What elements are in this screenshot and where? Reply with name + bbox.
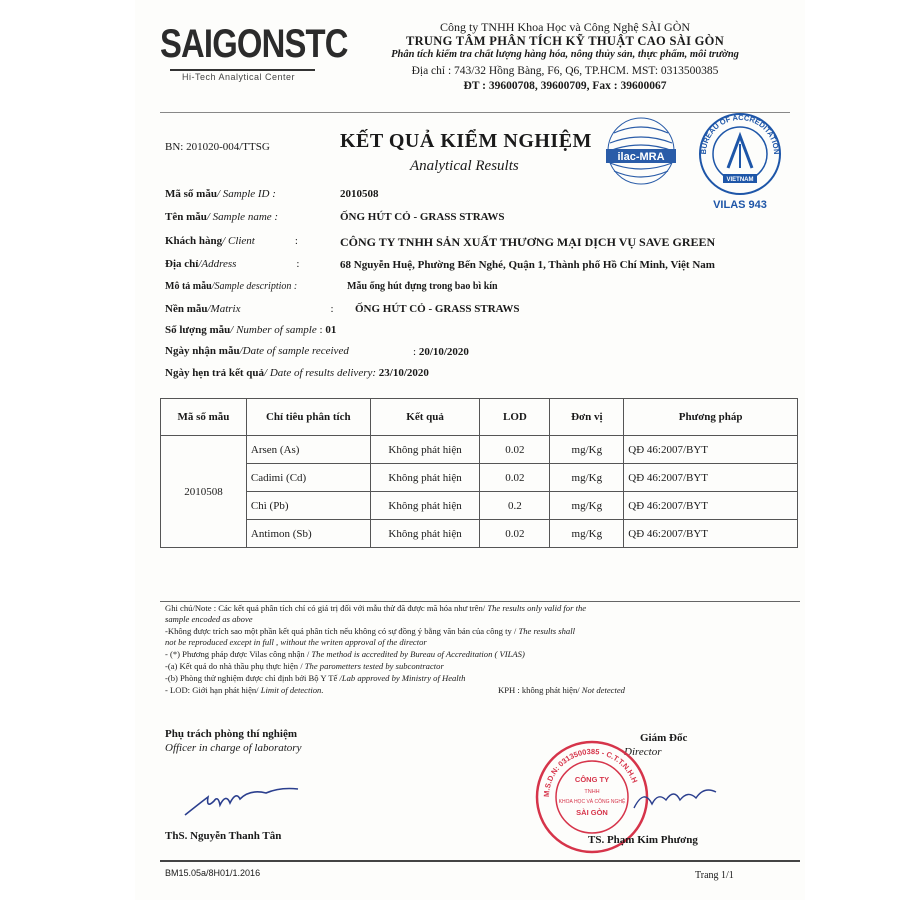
received-date-value: : 20/10/2020 xyxy=(413,346,469,358)
vilas-code: VILAS 943 xyxy=(713,199,767,210)
param-cell: Antimon (Sb) xyxy=(246,520,370,548)
table-row xyxy=(161,520,798,548)
lab-officer-title-en: Officer in charge of laboratory xyxy=(165,742,302,754)
method-cell: QĐ 46:2007/BYT xyxy=(624,464,798,492)
header-result: Kết quả xyxy=(370,399,480,436)
logo-subtitle: Hi-Tech Analytical Center xyxy=(182,72,296,82)
svg-text:CÔNG TY: CÔNG TY xyxy=(574,775,610,784)
logo-underline xyxy=(170,69,315,71)
unit-cell: mg/Kg xyxy=(550,492,624,520)
client-value: CÔNG TY TNHH SẢN XUẤT THƯƠNG MẠI DỊCH VỤ SAVE GREEN xyxy=(340,235,716,249)
sample-id-label: Mã số mẫu/ Sample ID : xyxy=(165,188,276,200)
ilac-mra-logo xyxy=(604,113,678,189)
note-line-1b: sample encoded as above xyxy=(165,614,253,624)
table-row xyxy=(161,492,798,520)
header-unit: Đơn vị xyxy=(550,399,624,436)
note-kph: KPH : không phát hiện/ Not detected xyxy=(498,685,625,695)
address-value: 68 Nguyễn Huệ, Phường Bến Nghé, Quận 1, Thành phố Hồ Chí Minh, Việt Nam xyxy=(340,259,715,271)
lod-cell: 0.2 xyxy=(480,492,550,520)
batch-number: BN: 201020-004/TTSG xyxy=(165,141,270,153)
sample-code-cell: 2010508 xyxy=(161,436,247,548)
center-name: TRUNG TÂM PHÂN TÍCH KỸ THUẬT CAO SÀI GÒN xyxy=(405,34,725,48)
director-title-en: Director xyxy=(624,746,662,758)
director-name: TS. Phạm Kim Phương xyxy=(588,834,698,846)
svg-text:TNHH: TNHH xyxy=(584,789,600,795)
result-cell: Không phát hiện xyxy=(370,520,480,548)
param-cell: Arsen (As) xyxy=(246,436,370,464)
table-row xyxy=(161,436,798,464)
document-subtitle: Analytical Results xyxy=(410,158,519,174)
matrix-value: ỐNG HÚT CỎ - GRASS STRAWS xyxy=(355,303,520,315)
director-signature xyxy=(630,778,720,818)
address-label: Địa chỉ/Address : xyxy=(165,258,300,270)
company-name: Công ty TNHH Khoa Học và Công Nghệ SÀI GÒN xyxy=(439,20,691,34)
description-value: Mẫu ống hút đựng trong bao bì kín xyxy=(347,281,498,292)
company-phone: ĐT : 39600708, 39600709, Fax : 39600067 xyxy=(463,80,667,92)
svg-text:KHOA HỌC VÀ CÔNG NGHỆ: KHOA HỌC VÀ CÔNG NGHỆ xyxy=(558,799,626,805)
result-cell: Không phát hiện xyxy=(370,492,480,520)
page-number: Trang 1/1 xyxy=(695,870,734,881)
note-line-2b: not be reproduced except in full , without the writen approval of the director xyxy=(165,637,427,647)
ilac-label: ilac-MRA xyxy=(617,151,665,163)
matrix-label: Nền mẫu/Matrix : xyxy=(165,303,334,315)
delivery-date-label: Ngày hẹn trả kết quả/ Date of results delivery: 23/10/2020 xyxy=(165,367,429,379)
lab-officer-name: ThS. Nguyễn Thanh Tân xyxy=(165,830,282,842)
company-logo-text: SAIGONSTC xyxy=(160,22,348,66)
note-line-6: - LOD: Giới hạn phát hiện/ Limit of detection. xyxy=(165,685,324,695)
method-cell: QĐ 46:2007/BYT xyxy=(624,436,798,464)
lod-cell: 0.02 xyxy=(480,464,550,492)
lod-cell: 0.02 xyxy=(480,520,550,548)
header-method: Phương pháp xyxy=(624,399,798,436)
form-code: BM15.05a/8H01/1.2016 xyxy=(165,868,261,878)
method-cell: QĐ 46:2007/BYT xyxy=(624,492,798,520)
sample-count-label: Số lượng mẫu/ Number of sample : 01 xyxy=(165,324,337,336)
received-date-label: Ngày nhận mẫu/Date of sample received xyxy=(165,345,349,357)
result-cell: Không phát hiện xyxy=(370,436,480,464)
sample-name-value: ỐNG HÚT CỎ - GRASS STRAWS xyxy=(340,211,505,223)
header-parameter: Chỉ tiêu phân tích xyxy=(246,399,370,436)
result-cell: Không phát hiện xyxy=(370,464,480,492)
center-tagline: Phân tích kiểm tra chất lượng hàng hóa, nông thủy sản, thực phẩm, môi trường xyxy=(391,49,739,60)
stamp-id-text: M.S.D.N: 0313500385 - C.T.T.N.H.H xyxy=(541,746,640,798)
vilas-arc-text: BUREAU OF ACCREDITATION xyxy=(698,112,782,155)
header-sample-code: Mã số mẫu xyxy=(161,399,247,436)
note-line-2: -Không được trích sao một phần kết quả phân tích nếu không có sự đồng ý bằng văn bản của công ty / The results shall xyxy=(165,626,575,636)
unit-cell: mg/Kg xyxy=(550,464,624,492)
lod-cell: 0.02 xyxy=(480,436,550,464)
results-table xyxy=(160,398,798,548)
note-line-3: - (*) Phương pháp được Vilas công nhận / The method is accredited by Bureau of Accreditation ( VILAS) xyxy=(165,649,525,659)
unit-cell: mg/Kg xyxy=(550,436,624,464)
lab-officer-signature xyxy=(180,775,320,825)
param-cell: Chì (Pb) xyxy=(246,492,370,520)
client-label: Khách hàng/ Client : xyxy=(165,235,298,247)
vilas-accreditation-logo xyxy=(692,110,788,210)
method-cell: QĐ 46:2007/BYT xyxy=(624,520,798,548)
description-label: Mô tả mẫu/Sample description : xyxy=(165,281,298,292)
vilas-country: VIETNAM xyxy=(726,177,754,183)
footer-divider xyxy=(160,860,800,862)
notes-divider xyxy=(160,601,800,602)
unit-cell: mg/Kg xyxy=(550,520,624,548)
sample-id-value: 2010508 xyxy=(340,188,379,200)
note-line-5: -(b) Phòng thử nghiệm được chỉ định bởi Bộ Y Tế /Lab approved by Ministry of Health xyxy=(165,673,466,683)
table-row xyxy=(161,464,798,492)
director-title: Giám Đốc xyxy=(640,732,688,744)
param-cell: Cadimi (Cd) xyxy=(246,464,370,492)
sample-name-label: Tên mẫu/ Sample name : xyxy=(165,211,279,223)
note-line-4: -(a) Kết quả do nhà thầu phụ thực hiện / The parometters tested by subcontractor xyxy=(165,661,444,671)
company-address: Địa chỉ : 743/32 Hồng Bàng, F6, Q6, TP.HCM. MST: 0313500385 xyxy=(411,65,719,77)
document-title: KẾT QUẢ KIỂM NGHIỆM xyxy=(340,130,592,152)
lab-officer-title: Phụ trách phòng thí nghiệm xyxy=(165,728,298,740)
header-lod: LOD xyxy=(480,399,550,436)
svg-text:SÀI GÒN: SÀI GÒN xyxy=(576,808,608,817)
note-line-1: Ghi chú/Note : Các kết quả phân tích chỉ có giá trị đối với mẫu thử đã được mã hóa như trên/ The results only valid for the xyxy=(165,603,587,613)
table-header-row xyxy=(161,399,798,436)
